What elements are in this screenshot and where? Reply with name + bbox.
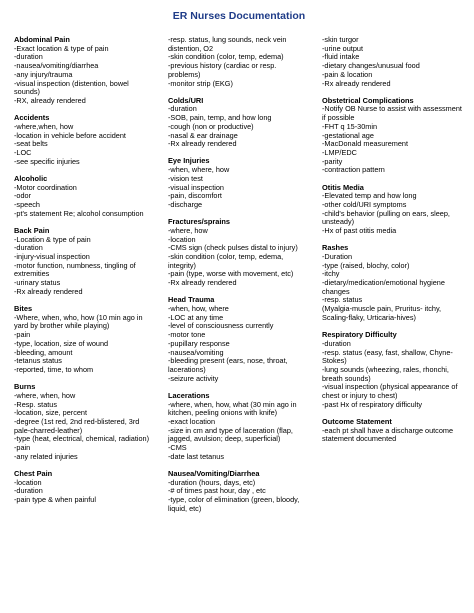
list-item: -pain, discomfort (168, 191, 222, 201)
list-item: -visual inspection (physical appearance of chest or injury to chest) (322, 382, 458, 401)
list-item: -type (raised, blochy, color) (322, 260, 410, 270)
list-item: -location (168, 234, 196, 244)
list-item: -SOB, pain, temp, and how long (168, 113, 272, 123)
list-item: -pain type & when painful (14, 495, 96, 505)
list-item: -reported, time, to whom (14, 364, 94, 374)
list-item: -any related injuries (14, 451, 78, 461)
column-2 (168, 36, 310, 522)
list-item: -bleeding present (ears, nose, throat, lacerations) (168, 356, 288, 374)
list-item: -nasal & ear drainage (168, 130, 238, 140)
list-item: -pt's statement Re; alcohol consumption (14, 208, 144, 218)
list-item: -where, when, how (14, 390, 76, 400)
section (168, 36, 310, 88)
section (14, 227, 156, 297)
list-item: -any injury/trauma (14, 69, 73, 79)
list-item: -when, how, where (168, 303, 229, 313)
list-item: -duration (14, 243, 43, 253)
section-title: Chest Pain (14, 468, 53, 478)
list-item: -Rx already rendered (14, 286, 83, 296)
section-title: Colds/URI (168, 95, 204, 105)
list-item: -Duration (322, 251, 353, 261)
list-item: -dietary changes/unusual food (322, 61, 420, 71)
list-item: -Elevated temp and how long (322, 191, 417, 201)
list-item: -vision test (168, 173, 203, 183)
section (168, 296, 310, 383)
section (14, 383, 156, 461)
list-item: -Resp. status (14, 399, 57, 409)
list-item: -type, color of elimination (green, bloody, liquid, etc) (168, 495, 300, 513)
section (14, 114, 156, 166)
section (14, 175, 156, 219)
section (168, 97, 310, 149)
list-item: -Exact location & type of pain (14, 43, 109, 53)
list-item: -monitor strip (EKG) (168, 78, 233, 88)
list-item: -child's behavior (pulling on ears, sleep, unsteady) (322, 208, 450, 227)
section-title: Back Pain (14, 225, 50, 235)
list-item: -itchy (322, 269, 340, 279)
list-item: -location in vehicle before accident (14, 130, 126, 140)
section-title: Respiratory Difficulty (322, 330, 397, 340)
section-title: Head Trauma (168, 295, 215, 305)
list-item: -duration (168, 104, 197, 114)
list-item: -where,when, how (14, 121, 74, 131)
list-item: -level of consciousness currently (168, 321, 274, 331)
list-item: -contraction pattern (322, 165, 385, 175)
section (322, 418, 464, 444)
list-item: (Myalgia-muscle pain, Pruritus- itchy, Scaling-flaky, Urticaria-hives) (322, 304, 442, 322)
list-item: -resp. status (easy, fast, shallow, Chyne-Stokes) (322, 347, 453, 366)
section-title: Eye Injuries (168, 156, 210, 166)
list-item: -Rx already rendered (322, 78, 391, 88)
list-item: -location (14, 477, 42, 487)
list-item: -LOC (14, 147, 32, 157)
list-item: -MacDonald measurement (322, 139, 408, 149)
list-item: -nausea/vomiting (168, 347, 224, 357)
list-item: -duration (14, 486, 43, 496)
list-item: -date last tetanus (168, 451, 224, 461)
section (322, 97, 464, 175)
list-item: -# of times past hour, day , etc (168, 486, 266, 496)
list-item: -CMS sign (check pulses distal to injury) (168, 243, 298, 253)
list-item: -resp. status, lung sounds, neck vein distention, O2 (168, 35, 287, 53)
section-title: Abdominal Pain (14, 35, 70, 44)
list-item: -type, location, size of wound (14, 338, 109, 348)
list-item: -motor function, numbness, tingling of extremities (14, 260, 136, 279)
list-item: -urinary status (14, 278, 61, 288)
list-item: -exact location (168, 416, 216, 426)
list-item: -dietary/medication/emotional hygiene changes (322, 278, 445, 296)
list-item: -Hx of past otitis media (322, 226, 397, 236)
list-item: -RX, already rendered (14, 95, 86, 105)
section-title: Nausea/Vomiting/Diarrhea (168, 468, 260, 478)
list-item: -pupillary response (168, 338, 230, 348)
section-title: Accidents (14, 113, 50, 123)
section-title: Outcome Statement (322, 416, 392, 426)
list-item: -pain (14, 330, 31, 340)
list-item: -pain & location (322, 69, 373, 79)
section (14, 305, 156, 375)
section (14, 470, 156, 505)
list-item: -Motor coordination (14, 182, 77, 192)
list-item: -where, when, how, what (30 min ago in kitchen, peeling onions with knife) (168, 399, 297, 418)
list-item: -fluid intake (322, 52, 360, 62)
column-1 (14, 36, 156, 522)
list-item: -tetanus status (14, 356, 62, 366)
list-item: -bleeding, amount (14, 347, 73, 357)
list-item: -previous history (cardiac or resp. problems) (168, 61, 277, 79)
list-item: -seizure activity (168, 373, 219, 383)
document-title: ER Nurses Documentation (172, 10, 306, 22)
list-item: -speech (14, 199, 40, 209)
list-item: -degree (1st red, 2nd red-blistered, 3rd pale-charred-leather) (14, 416, 140, 435)
list-item: -LOC at any time (168, 312, 224, 322)
list-item: -duration (322, 338, 351, 348)
section-title: Otitis Media (322, 182, 364, 192)
section (168, 470, 310, 514)
list-item: -Where, when, who, how (10 min ago in yard by brother while playing) (14, 312, 143, 331)
list-item: -pain (14, 443, 31, 453)
list-item: -when, where, how (168, 165, 230, 175)
list-item: -visual inspection (168, 182, 224, 192)
list-item: -discharge (168, 199, 203, 209)
list-item: -skin condition (color, temp, edema, integrity) (168, 251, 284, 270)
list-item: -cough (non or productive) (168, 121, 254, 131)
list-item: -gestational age (322, 130, 374, 140)
section (168, 218, 310, 288)
list-item: -location, size, percent (14, 408, 88, 418)
list-item: -each pt shall have a discharge outcome statement documented (322, 425, 454, 444)
list-item: -pain (type, worse with movement, etc) (168, 269, 294, 279)
list-item: -type (heat, electrical, chemical, radiation) (14, 434, 150, 444)
section (322, 36, 464, 88)
section (168, 157, 310, 209)
list-item: -Rx already rendered (168, 278, 237, 288)
columns-container (14, 36, 464, 522)
list-item: -nausea/vomiting/diarrhea (14, 61, 99, 71)
list-item: -CMS (168, 443, 187, 453)
list-item: -injury-visual inspection (14, 251, 90, 261)
section (322, 331, 464, 409)
section-title: Rashes (322, 243, 349, 253)
list-item: -duration (hours, days, etc) (168, 477, 256, 487)
section-title: Fractures/sprains (168, 217, 231, 227)
section-title: Lacerations (168, 390, 210, 400)
section-title: Burns (14, 382, 36, 392)
section (168, 392, 310, 462)
list-item: -parity (322, 156, 343, 166)
section (14, 36, 156, 106)
section-title: Alcoholic (14, 173, 48, 183)
list-item: -FHT q 15-30min (322, 121, 378, 131)
list-item: -other cold/URI symptoms (322, 199, 407, 209)
list-item: -motor tone (168, 330, 206, 340)
list-item: -visual inspection (distention, bowel sounds) (14, 78, 129, 97)
list-item: -LMP/EDC (322, 147, 357, 157)
list-item: -past Hx of respiratory difficulty (322, 399, 423, 409)
list-item: -resp. status (322, 295, 363, 305)
list-item: -duration (14, 52, 43, 62)
section (322, 184, 464, 236)
list-item: -lung sounds (wheezing, rales, rhonchi, breath sounds) (322, 364, 449, 383)
list-item: -size in cm and type of laceration (flap, jagged, avulsion; deep, superficial) (168, 425, 293, 444)
list-item: -seat belts (14, 139, 48, 149)
list-item: -see specific injuries (14, 156, 80, 166)
list-item: -odor (14, 191, 32, 201)
column-3 (322, 36, 464, 522)
list-item: -Notify OB Nurse to assist with assessment if possible (322, 104, 462, 123)
list-item: -Rx already rendered (168, 139, 237, 149)
section-title: Obstetrical Complications (322, 95, 414, 105)
list-item: -skin turgor (322, 35, 359, 44)
section (322, 244, 464, 322)
list-item: -skin condition (color, temp, edema) (168, 52, 284, 62)
list-item: -where, how (168, 225, 208, 235)
list-item: -urine output (322, 43, 363, 53)
section-title: Bites (14, 303, 33, 313)
list-item: -Location & type of pain (14, 234, 91, 244)
